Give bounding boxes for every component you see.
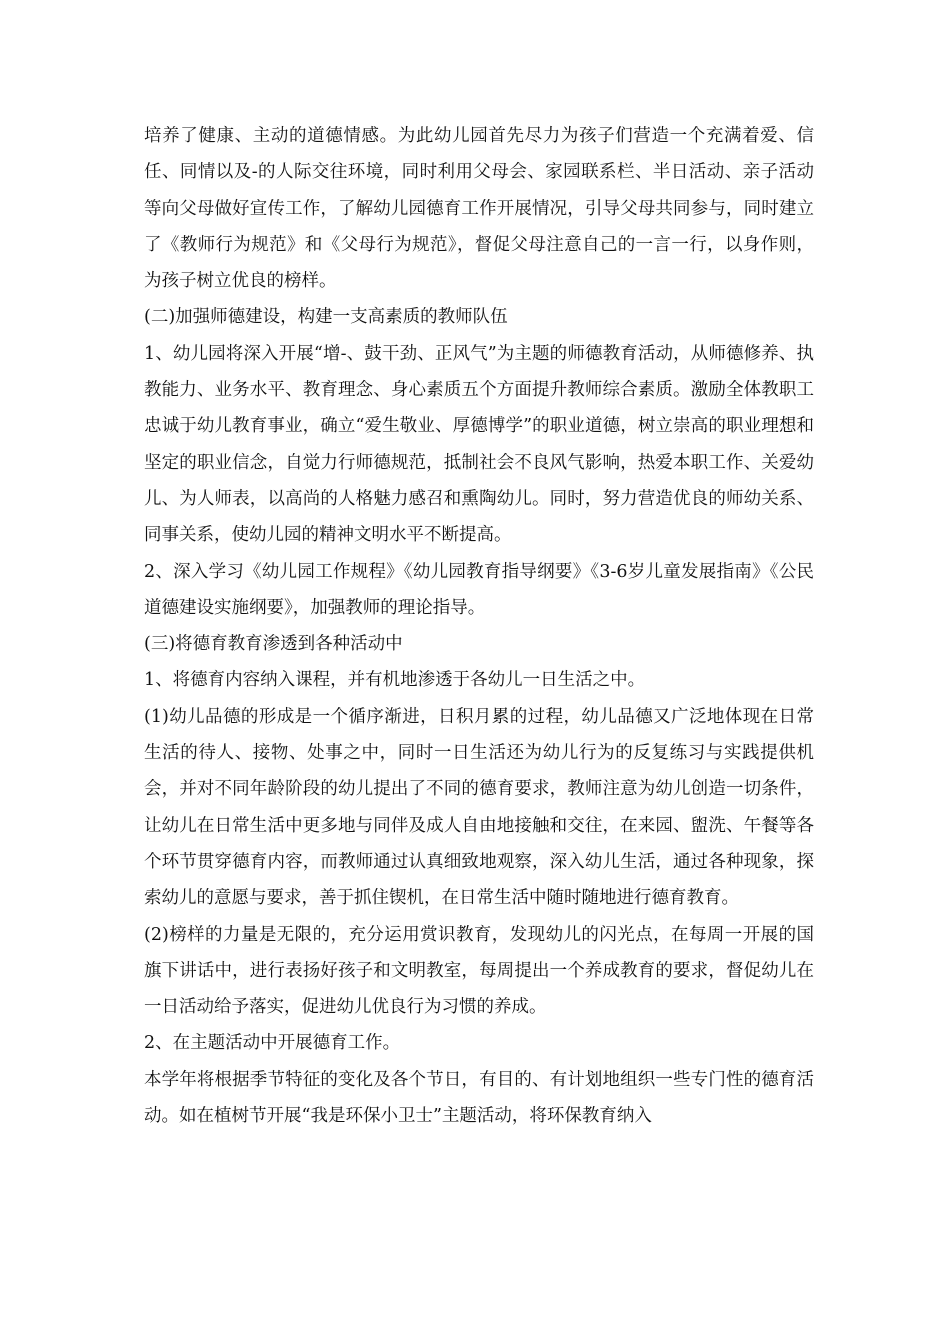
section-heading-3: (三)将德育教育渗透到各种活动中 xyxy=(144,634,403,655)
paragraph-3: 1、幼儿园将深入开展“增-、鼓干劲、正风气”为主题的师德教育活动，从师德修养、执教能力、业务水平、教育理念、身心素质五个方面提升教师综合素质。激励全体教职工忠诚于幼儿教育事业，确立“爱生敬业、厚德博学”的职业道德，树立崇高的职业理想和坚定的职业信念，自觉力行师德规范，抵制社会不良风气影响，热爱本职工作、关爱幼儿、为人师表，以高尚的人格魅力感召和熏陶幼儿。同时，努力营造优良的师幼关系、同事关系，使幼儿园的精神文明水平不断提高。 xyxy=(144,343,814,546)
paragraph-4: 2、深入学习《幼儿园工作规程》《幼儿园教育指导纲要》《3-6岁儿童发展指南》《公民道德建设实施纲要》，加强教师的理论指导。 xyxy=(144,561,814,618)
paragraph-8: (2)榜样的力量是无限的，充分运用赏识教育，发现幼儿的闪光点，在每周一开展的国旗下讲话中，进行表扬好孩子和文明教室，每周提出一个养成教育的要求，督促幼儿在一日活动给予落实，促进幼儿优良行为习惯的养成。 xyxy=(144,924,814,1018)
paragraph-7: (1)幼儿品德的形成是一个循序渐进，日积月累的过程，幼儿品德又广泛地体现在日常生活的待人、接物、处事之中，同时一日生活还为幼儿行为的反复练习与实践提供机会，并对不同年龄阶段的幼儿提出了不同的德育要求，教师注意为幼儿创造一切条件，让幼儿在日常生活中更多地与同伴及成人自由地接触和交往，在来园、盥洗、午餐等各个环节贯穿德育内容，而教师通过认真细致地观察，深入幼儿生活，通过各种现象，探索幼儿的意愿与要求，善于抓住锲机，在日常生活中随时随地进行德育教育。 xyxy=(144,706,814,909)
section-heading-2: (二)加强师德建设，构建一支高素质的教师队伍 xyxy=(144,307,508,328)
paragraph-6: 1、将德育内容纳入课程，并有机地渗透于各幼儿一日生活之中。 xyxy=(144,670,646,691)
document-body xyxy=(144,118,814,1134)
paragraph-1: 培养了健康、主动的道德情感。为此幼儿园首先尽力为孩子们营造一个充满着爱、信任、同情以及-的人际交往环境，同时利用父母会、家园联系栏、半日活动、亲子活动等向父母做好宣传工作，了解幼儿园德育工作开展情况，引导父母共同参与，同时建立了《教师行为规范》和《父母行为规范》，督促父母注意自己的一言一行，以身作则，为孩子树立优良的榜样。 xyxy=(144,126,814,292)
paragraph-9: 2、在主题活动中开展德育工作。 xyxy=(144,1033,401,1054)
paragraph-10: 本学年将根据季节特征的变化及各个节日，有目的、有计划地组织一些专门性的德育活动。如在植树节开展“我是环保小卫士”主题活动，将环保教育纳入 xyxy=(144,1069,814,1127)
